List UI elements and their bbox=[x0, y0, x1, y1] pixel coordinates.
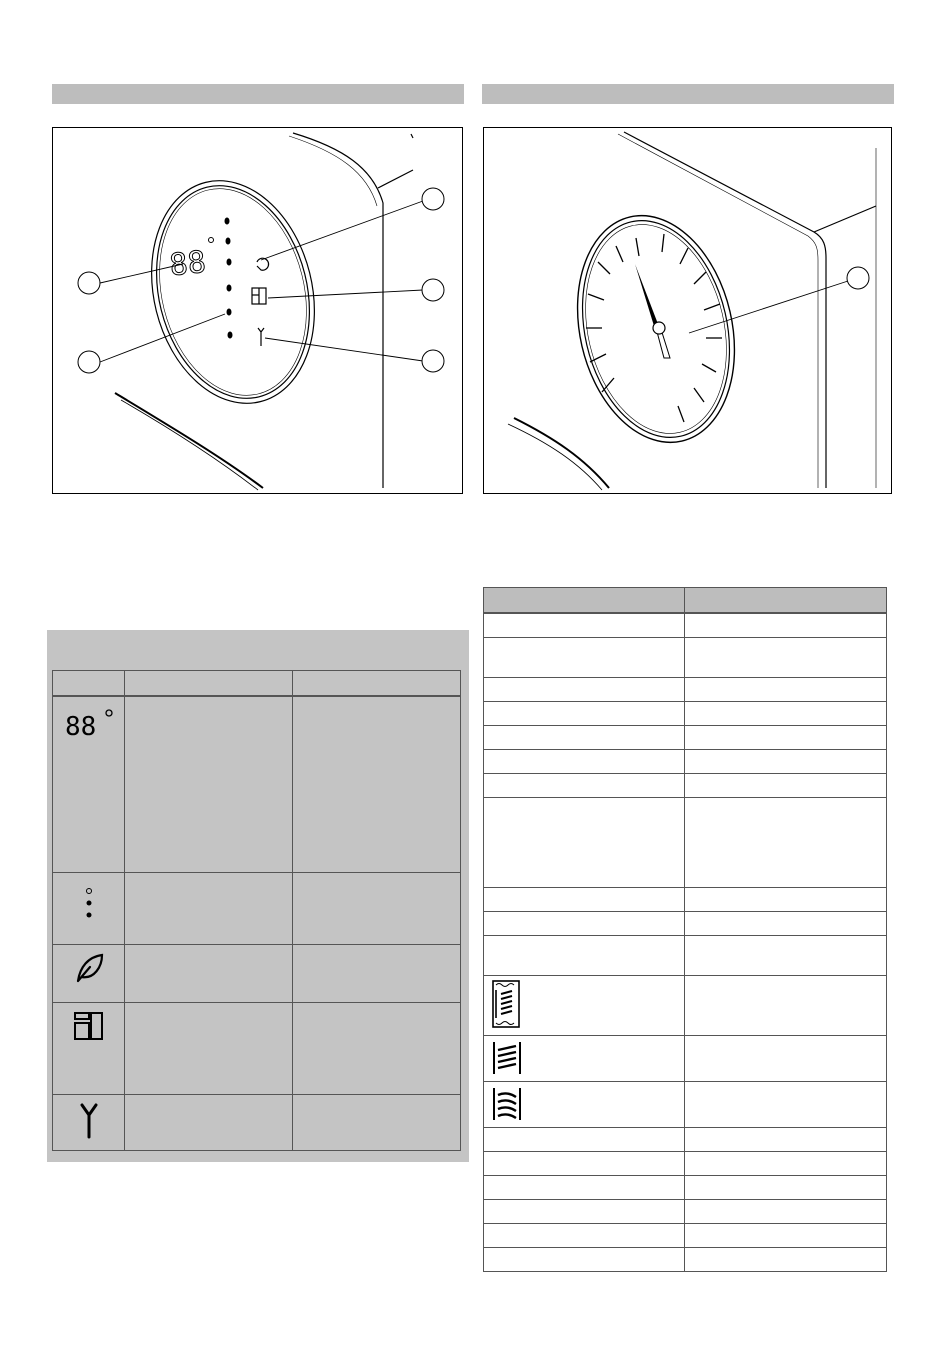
notes-cell bbox=[293, 944, 461, 1002]
row-label bbox=[484, 797, 685, 887]
table-row bbox=[484, 935, 887, 975]
row-value bbox=[685, 749, 887, 773]
notes-cell bbox=[293, 1094, 461, 1150]
row-value bbox=[685, 975, 887, 1035]
row-label bbox=[484, 1247, 685, 1271]
notes-cell bbox=[293, 696, 461, 872]
wrench-symbol bbox=[258, 328, 264, 346]
description-cell bbox=[125, 1094, 293, 1150]
row-value bbox=[685, 725, 887, 749]
row-value bbox=[685, 773, 887, 797]
column-header bbox=[125, 671, 293, 697]
row-label bbox=[484, 701, 685, 725]
row-label bbox=[484, 975, 685, 1035]
row-label bbox=[484, 637, 685, 677]
callout-circle bbox=[847, 267, 869, 289]
table-row bbox=[484, 1035, 887, 1081]
heater-panel-wavy-icon bbox=[490, 978, 524, 1030]
table-row bbox=[53, 944, 461, 1002]
row-value bbox=[685, 1175, 887, 1199]
table-row bbox=[484, 975, 887, 1035]
degree-mark bbox=[209, 238, 214, 243]
row-label bbox=[484, 1151, 685, 1175]
table-row bbox=[53, 872, 461, 944]
row-value bbox=[685, 1035, 887, 1081]
table-row bbox=[484, 773, 887, 797]
symbol-cell bbox=[53, 1002, 125, 1094]
symbol-cell bbox=[53, 1094, 125, 1150]
table-row bbox=[484, 1081, 887, 1127]
callout-circle bbox=[422, 279, 444, 301]
row-label bbox=[484, 613, 685, 637]
row-label bbox=[484, 1035, 685, 1081]
row-label bbox=[484, 677, 685, 701]
row-value bbox=[685, 637, 887, 677]
row-value bbox=[685, 1199, 887, 1223]
row-value bbox=[685, 887, 887, 911]
callout-circle bbox=[78, 272, 100, 294]
row-label bbox=[484, 887, 685, 911]
row-label bbox=[484, 749, 685, 773]
notes-cell bbox=[293, 1002, 461, 1094]
callout-circle bbox=[422, 350, 444, 372]
table-header-row bbox=[53, 671, 461, 697]
row-value bbox=[685, 911, 887, 935]
analog-gauge-drawing bbox=[484, 128, 892, 494]
table-header-row bbox=[484, 588, 887, 614]
description-cell bbox=[125, 1002, 293, 1094]
table-row bbox=[484, 725, 887, 749]
row-label bbox=[484, 911, 685, 935]
temperature-display-icon bbox=[59, 703, 119, 743]
row-value bbox=[685, 1247, 887, 1271]
control-panel-illustration bbox=[52, 127, 463, 494]
table-row bbox=[484, 1199, 887, 1223]
row-value bbox=[685, 797, 887, 887]
heater-waves-icon bbox=[490, 1084, 524, 1122]
section-header-left bbox=[52, 84, 464, 104]
table-row bbox=[484, 1223, 887, 1247]
table-row bbox=[484, 701, 887, 725]
symbol-cell bbox=[53, 944, 125, 1002]
row-label bbox=[484, 1127, 685, 1151]
leaf-symbol bbox=[257, 258, 269, 270]
heater-lines-icon bbox=[490, 1038, 524, 1076]
row-value bbox=[685, 1127, 887, 1151]
display-digits: 88 bbox=[64, 712, 96, 742]
gauge-needle bbox=[635, 264, 670, 358]
column-header bbox=[685, 588, 887, 614]
symbol-cell bbox=[53, 872, 125, 944]
table-row bbox=[484, 797, 887, 887]
symbol-legend-table bbox=[52, 670, 461, 1151]
control-panel-drawing bbox=[53, 128, 463, 494]
symbol-legend-panel bbox=[47, 630, 469, 1162]
table-row bbox=[484, 637, 887, 677]
table-row bbox=[484, 911, 887, 935]
row-label bbox=[484, 725, 685, 749]
column-header bbox=[53, 671, 125, 697]
table-row bbox=[484, 1247, 887, 1271]
row-value bbox=[685, 935, 887, 975]
table-row bbox=[484, 613, 887, 637]
column-header bbox=[293, 671, 461, 697]
callout-circle bbox=[78, 351, 100, 373]
description-cell bbox=[125, 696, 293, 872]
row-label bbox=[484, 1081, 685, 1127]
indicator-dots-icon bbox=[79, 879, 99, 923]
wrench-icon bbox=[77, 1101, 101, 1141]
analog-gauge-illustration bbox=[483, 127, 892, 494]
indicator-dots bbox=[225, 218, 233, 339]
display-digits: 88 bbox=[167, 244, 208, 284]
table-row bbox=[484, 677, 887, 701]
row-label bbox=[484, 935, 685, 975]
spec-table bbox=[483, 587, 887, 1272]
column-header bbox=[484, 588, 685, 614]
row-label bbox=[484, 773, 685, 797]
table-row bbox=[53, 1094, 461, 1150]
row-value bbox=[685, 613, 887, 637]
symbol-cell bbox=[53, 696, 125, 872]
callout-circle bbox=[422, 188, 444, 210]
row-value bbox=[685, 677, 887, 701]
table-row bbox=[53, 696, 461, 872]
row-label bbox=[484, 1223, 685, 1247]
table-row bbox=[484, 887, 887, 911]
table-row bbox=[53, 1002, 461, 1094]
row-value bbox=[685, 701, 887, 725]
row-value bbox=[685, 1223, 887, 1247]
window-panels-icon bbox=[71, 1009, 107, 1043]
section-header-right bbox=[482, 84, 894, 104]
notes-cell bbox=[293, 872, 461, 944]
eco-leaf-icon bbox=[72, 951, 106, 985]
table-row bbox=[484, 1151, 887, 1175]
row-label bbox=[484, 1199, 685, 1223]
row-label bbox=[484, 1175, 685, 1199]
row-value bbox=[685, 1151, 887, 1175]
table-row bbox=[484, 1175, 887, 1199]
row-value bbox=[685, 1081, 887, 1127]
description-cell bbox=[125, 872, 293, 944]
table-row bbox=[484, 1127, 887, 1151]
description-cell bbox=[125, 944, 293, 1002]
table-row bbox=[484, 749, 887, 773]
